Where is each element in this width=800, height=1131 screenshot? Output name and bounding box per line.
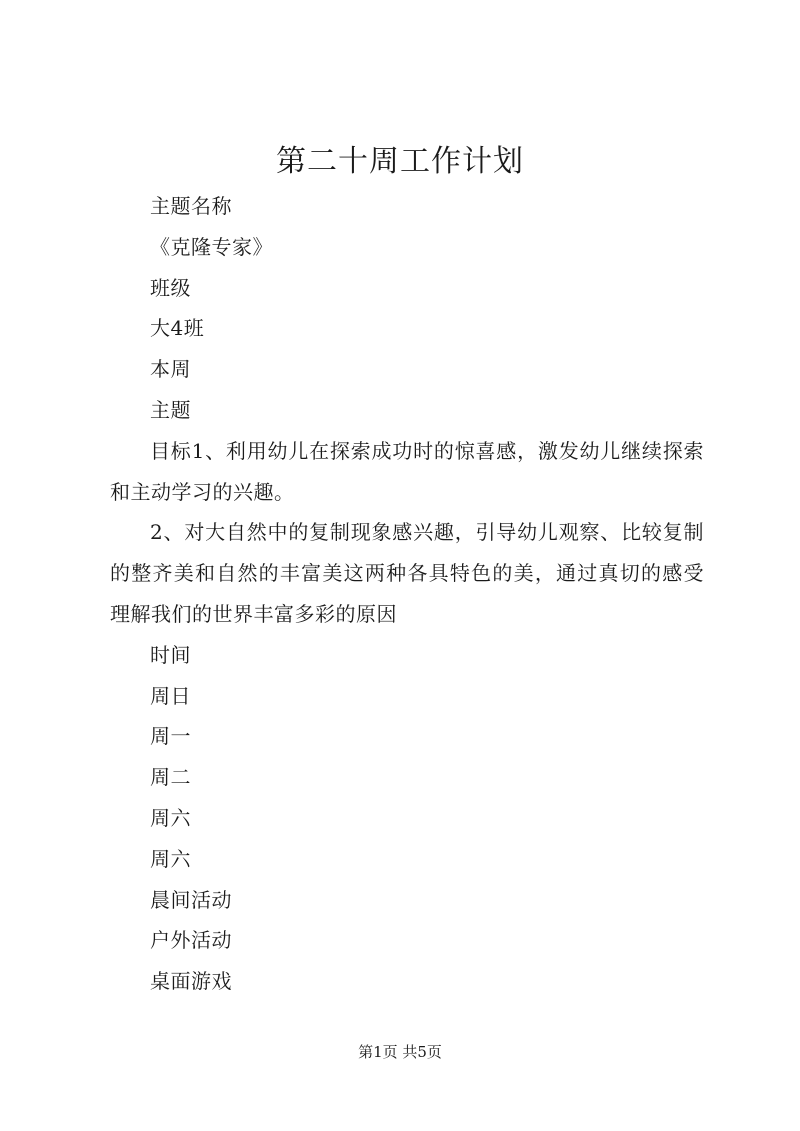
paragraph-tuesday: 周二 <box>150 765 191 790</box>
paragraph-topic-name-label: 主题名称 <box>150 194 232 218</box>
page-footer: 第1页 共5页 <box>358 1043 442 1061</box>
paragraph-morning-activity: 晨间活动 <box>150 887 232 912</box>
paragraph-week-label: 本周 <box>150 357 191 382</box>
paragraph-saturday: 周六 <box>150 805 191 830</box>
paragraph-outdoor-activity: 户外活动 <box>150 928 232 953</box>
paragraph-sunday: 周日 <box>150 683 191 708</box>
paragraph-topic-name: 《克隆专家》 <box>150 234 273 259</box>
paragraph-monday: 周一 <box>150 724 191 749</box>
paragraph-class-label: 班级 <box>150 275 191 300</box>
paragraph-desktop-games: 桌面游戏 <box>150 969 232 994</box>
document-body <box>110 186 704 1002</box>
paragraph-class: 大4班 <box>150 316 205 341</box>
document-title: 第二十周工作计划 <box>276 144 524 179</box>
paragraph-saturday-2: 周六 <box>150 846 191 871</box>
paragraph-goal-1: 目标1、利用幼儿在探索成功时的惊喜感，激发幼儿继续探索和主动学习的兴趣。 <box>110 438 704 504</box>
paragraph-time-label: 时间 <box>150 642 191 667</box>
paragraph-theme-label: 主题 <box>150 397 191 422</box>
paragraph-goal-2: 2、对大自然中的复制现象感兴趣，引导幼儿观察、比较复制的整齐美和自然的丰富美这两种各具特色的美，通过真切的感受理解我们的世界丰富多彩的原因 <box>110 520 704 626</box>
